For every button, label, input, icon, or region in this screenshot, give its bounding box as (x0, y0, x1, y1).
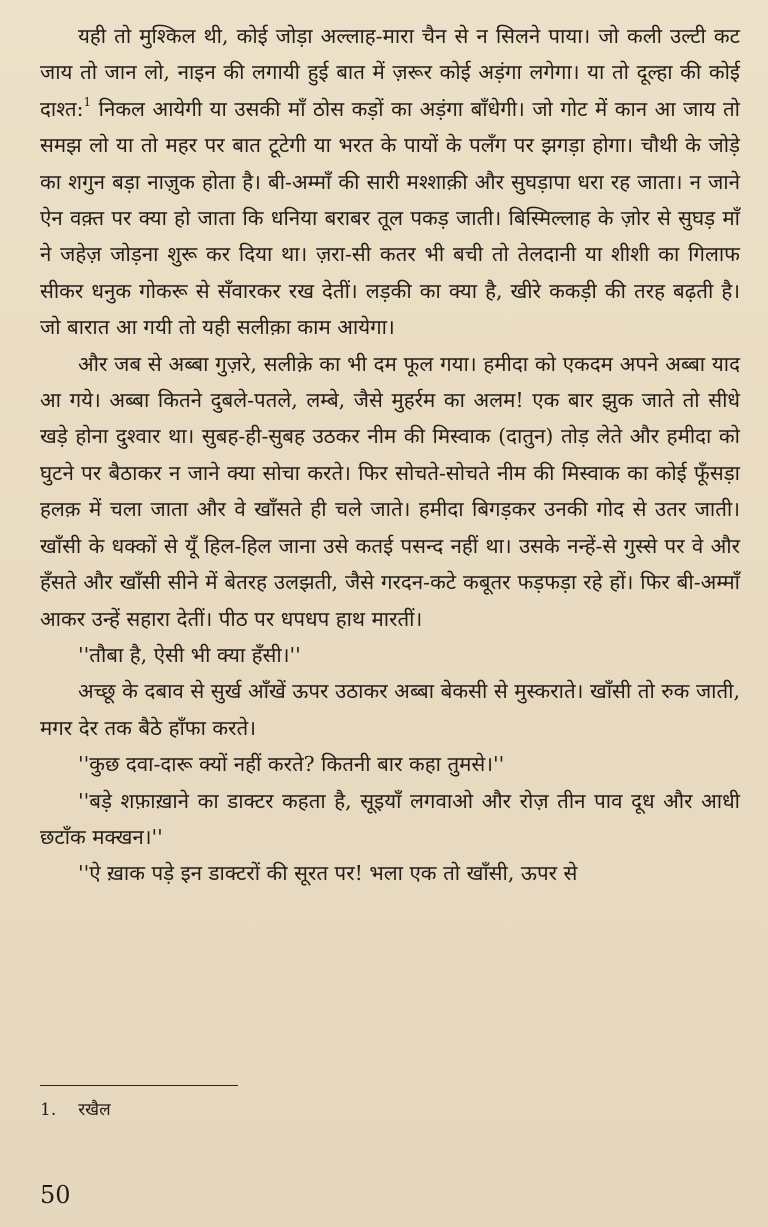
footnote-number: 1. (40, 1100, 57, 1120)
footnote-divider (40, 1085, 238, 1086)
paragraph-1 (40, 18, 740, 346)
paragraph-1-text-before: यही तो मुश्किल थी, कोई जोड़ा अल्लाह-मारा चैन से न सिलने पाया। जो कली उल्टी कट जाय तो जान लो, नाइन की लगायी हुई बात में ज़रूर कोई अड़ंगा लगेगा। या तो दूल्हा की कोई दाश्त: (40, 24, 740, 121)
paragraph-1-text-after: निकल आयेगी या उसकी माँ ठोस कड़ों का अड़ंगा बाँधेगी। जो गोट में कान आ जाय तो समझ लो या तो महर पर बात टूटेगी या भरत के पायों के पलँग पर झगड़ा होगा। चौथी के जोड़े का शगुन बड़ा नाज़ुक होता है। बी-अम्माँ की सारी मश्शाक़ी और सुघड़ापा धरा रह जाता। न जाने ऐन वक़्त पर क्या हो जाता कि धनिया बराबर तूल पकड़ जाती। बिस्मिल्लाह के ज़ोर से सुघड़ माँ ने जहेज़ जोड़ना शुरू कर दिया था। ज़रा-सी कतर भी बची तो तेलदानी या शीशी का गिलाफ सीकर धनुक गोकरू से सँवारकर रख देतीं। लड़की का क्या है, खीरे ककड़ी की तरह बढ़ती है। जो बारात आ गयी तो यही सलीक़ा काम आयेगा। (40, 96, 740, 340)
page-number: 50 (40, 1181, 71, 1209)
paragraph-6: ''बड़े शफ़ाख़ाने का डाक्टर कहता है, सूइयाँ लगवाओ और रोज़ तीन पाव दूध और आधी छटाँक मक्खन।'' (40, 788, 740, 849)
footnote (40, 1098, 111, 1122)
paragraph-2: और जब से अब्बा गुज़रे, सलीक़े का भी दम फूल गया। हमीदा को एकदम अपने अब्बा याद आ गये। अब्बा कितने दुबले-पतले, लम्बे, जैसे मुहर्रम का अलम! एक बार झुक जाते तो सीधे खड़े होना दुश्वार था। सुबह-ही-सुबह उठकर नीम की मिस्वाक (दातुन) तोड़ लेते और हमीदा को घुटने पर बैठाकर न जाने क्या सोचा करते। फिर सोचते-सोचते नीम की मिस्वाक का कोई फूँसड़ा हलक़ में चला जाता और वे खाँसते ही चले जाते। हमीदा बिगड़कर उनकी गोद से उतर जाती। खाँसी के धक्कों से यूँ हिल-हिल जाना उसे कतई पसन्द नहीं था। उसके नन्हें-से गुस्से पर वे और हँसते और खाँसी सीने में बेतरह उलझती, जैसे गरदन-कटे कबूतर फड़फड़ा रहे हों। फिर बी-अम्माँ आकर उन्हें सहारा देतीं। पीठ पर धपधप हाथ मारतीं। (40, 351, 740, 631)
paragraph-3: ''तौबा है, ऐसी भी क्या हँसी।'' (78, 642, 301, 667)
main-text (40, 18, 740, 892)
footnote-text: रखैल (78, 1100, 111, 1120)
footnote-reference: 1 (83, 94, 92, 109)
paragraph-4: अच्छू के दबाव से सुर्ख आँखें ऊपर उठाकर अब्बा बेकसी से मुस्कराते। खाँसी तो रुक जाती, मगर देर तक बैठे हाँफा करते। (40, 679, 740, 740)
paragraph-7: ''ऐ ख़ाक पड़े इन डाक्टरों की सूरत पर! भला एक तो खाँसी, ऊपर से (78, 861, 578, 886)
paragraph-5: ''कुछ दवा-दारू क्यों नहीं करते? कितनी बार कहा तुमसे।'' (78, 752, 505, 777)
